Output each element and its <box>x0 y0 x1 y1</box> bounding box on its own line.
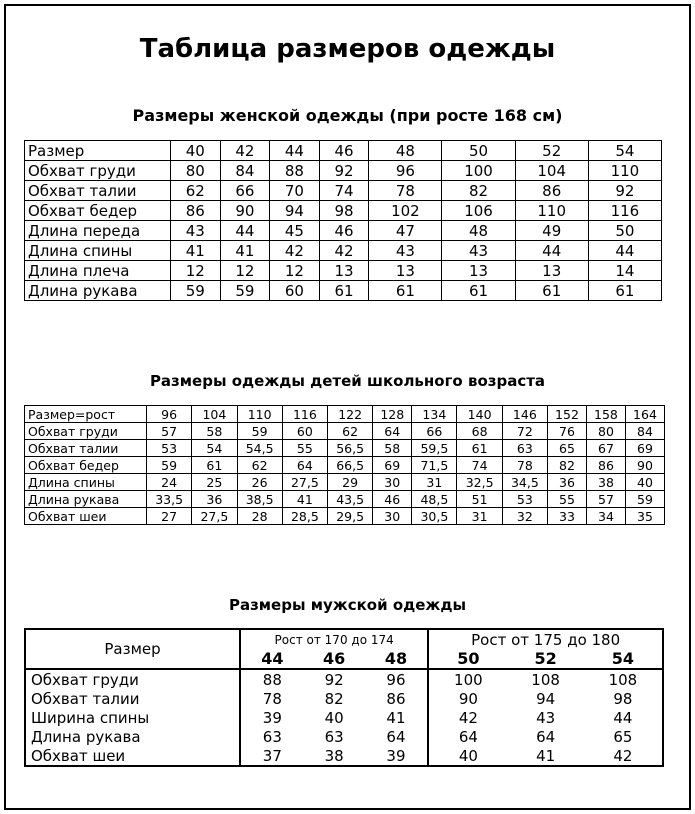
table-cell: 100 <box>442 161 515 181</box>
table-row <box>25 406 665 423</box>
table-cell: 96 <box>365 669 429 689</box>
table-cell: 68 <box>457 423 502 440</box>
table-row <box>25 423 665 440</box>
row-label: Обхват шеи <box>25 508 147 525</box>
table-cell: 80 <box>171 161 221 181</box>
table-cell: 100 <box>454 670 483 689</box>
row-label: Обхват талии <box>25 689 240 708</box>
table-cell: 63 <box>502 440 547 457</box>
table-cell: 71,5 <box>412 457 457 474</box>
table-cell: 63 <box>324 727 344 746</box>
row-label: Длина рукава <box>25 727 240 746</box>
table-row <box>25 281 662 301</box>
table-row <box>25 689 663 708</box>
table-cell: 24 <box>147 474 192 491</box>
table-cell: 51 <box>457 491 502 508</box>
table-cell: 102 <box>369 201 442 221</box>
table-cell: 104 <box>192 406 237 423</box>
table-cell: 64 <box>365 727 429 746</box>
table-cell: 26 <box>237 474 282 491</box>
table-cell: 61 <box>515 281 588 301</box>
table-cell: 31 <box>457 508 502 525</box>
table-cell: 44 <box>613 708 633 727</box>
table-cell: 61 <box>442 281 515 301</box>
table-cell: 78 <box>369 181 442 201</box>
table-cell: 74 <box>319 181 369 201</box>
table-cell: 32 <box>502 508 547 525</box>
table-cell: 44 <box>588 241 661 261</box>
table-cell: 39 <box>262 708 282 727</box>
table-cell: 88 <box>270 161 320 181</box>
table-cell: 98 <box>613 689 633 708</box>
table-cell: 110 <box>237 406 282 423</box>
table-cell: 54 <box>588 141 661 161</box>
table-cell: 32,5 <box>457 474 502 491</box>
table-cell: 12 <box>270 261 320 281</box>
table-cell: 59 <box>220 281 270 301</box>
table-cell: 30,5 <box>412 508 457 525</box>
table-cell: 86 <box>171 201 221 221</box>
table-cell: 49 <box>515 221 588 241</box>
table-cell: 12 <box>171 261 221 281</box>
table-cell: 29 <box>328 474 373 491</box>
table-cell: 38,5 <box>237 491 282 508</box>
table-row <box>25 261 662 281</box>
table-cell: 65 <box>613 727 633 746</box>
row-label: Обхват бедер <box>25 457 147 474</box>
row-label: Размер <box>25 141 171 161</box>
men-size: 52 <box>507 649 583 669</box>
table-cell: 50 <box>442 141 515 161</box>
table-cell: 43 <box>536 708 556 727</box>
table-cell: 25 <box>192 474 237 491</box>
table-cell: 82 <box>442 181 515 201</box>
table-cell: 66 <box>412 423 457 440</box>
kids-size-table <box>24 405 665 525</box>
table-cell: 13 <box>319 261 369 281</box>
table-cell: 33 <box>547 508 586 525</box>
table-cell: 46 <box>373 491 412 508</box>
men-size: 50 <box>428 649 507 669</box>
table-cell: 14 <box>588 261 661 281</box>
table-cell: 40 <box>458 746 478 765</box>
table-cell: 92 <box>588 181 661 201</box>
table-row <box>25 241 662 261</box>
table-cell: 58 <box>192 423 237 440</box>
table-cell: 110 <box>515 201 588 221</box>
table-cell: 63 <box>262 727 282 746</box>
table-cell: 33,5 <box>147 491 192 508</box>
table-cell: 41 <box>171 241 221 261</box>
table-cell: 76 <box>547 423 586 440</box>
table-cell: 78 <box>502 457 547 474</box>
table-cell: 64 <box>536 727 556 746</box>
table-cell: 61 <box>192 457 237 474</box>
table-cell: 42 <box>270 241 320 261</box>
table-cell: 29,5 <box>328 508 373 525</box>
table-cell: 74 <box>457 457 502 474</box>
row-label: Обхват шеи <box>25 746 240 766</box>
table-cell: 98 <box>319 201 369 221</box>
table-cell: 46 <box>319 221 369 241</box>
page-title: Таблица размеров одежды <box>139 34 556 64</box>
table-cell: 39 <box>365 746 429 766</box>
table-cell: 128 <box>373 406 412 423</box>
table-cell: 94 <box>536 689 556 708</box>
table-cell: 12 <box>220 261 270 281</box>
row-label: Обхват талии <box>25 181 171 201</box>
table-cell: 13 <box>515 261 588 281</box>
table-cell: 27 <box>147 508 192 525</box>
table-cell: 40 <box>625 474 664 491</box>
table-row <box>25 161 662 181</box>
table-cell: 110 <box>588 161 661 181</box>
table-cell: 86 <box>515 181 588 201</box>
table-cell: 40 <box>171 141 221 161</box>
table-cell: 13 <box>369 261 442 281</box>
table-cell: 72 <box>502 423 547 440</box>
table-row <box>25 491 665 508</box>
table-cell: 61 <box>369 281 442 301</box>
table-cell: 43,5 <box>328 491 373 508</box>
table-cell: 54 <box>192 440 237 457</box>
table-cell: 42 <box>613 746 633 765</box>
kids-heading: Размеры одежды детей школьного возраста <box>149 372 546 390</box>
table-cell: 44 <box>270 141 320 161</box>
table-cell: 43 <box>442 241 515 261</box>
row-label: Обхват груди <box>25 669 240 689</box>
row-label: Длина рукава <box>25 281 171 301</box>
table-cell: 45 <box>270 221 320 241</box>
table-cell: 38 <box>324 746 344 765</box>
table-cell: 48 <box>369 141 442 161</box>
table-cell: 116 <box>282 406 327 423</box>
table-cell: 48,5 <box>412 491 457 508</box>
table-cell: 92 <box>324 670 344 689</box>
table-cell: 88 <box>262 670 282 689</box>
table-cell: 42 <box>458 708 478 727</box>
table-cell: 84 <box>625 423 664 440</box>
row-label: Длина спины <box>25 474 147 491</box>
table-cell: 48 <box>442 221 515 241</box>
table-cell: 80 <box>586 423 625 440</box>
row-label: Длина переда <box>25 221 171 241</box>
table-cell: 92 <box>319 161 369 181</box>
table-cell: 43 <box>369 241 442 261</box>
table-cell: 27,5 <box>282 474 327 491</box>
table-cell: 104 <box>515 161 588 181</box>
women-size-table <box>24 140 662 301</box>
table-row <box>25 669 663 689</box>
table-cell: 35 <box>625 508 664 525</box>
row-label: Обхват талии <box>25 440 147 457</box>
table-cell: 38 <box>586 474 625 491</box>
table-cell: 94 <box>270 201 320 221</box>
table-cell: 61 <box>457 440 502 457</box>
table-cell: 53 <box>502 491 547 508</box>
table-row <box>25 508 665 525</box>
table-cell: 37 <box>262 746 282 765</box>
table-cell: 40 <box>324 708 344 727</box>
table-cell: 30 <box>373 474 412 491</box>
table-cell: 30 <box>373 508 412 525</box>
table-row <box>25 201 662 221</box>
table-cell: 62 <box>171 181 221 201</box>
table-cell: 47 <box>369 221 442 241</box>
table-cell: 52 <box>515 141 588 161</box>
table-cell: 36 <box>547 474 586 491</box>
table-cell: 60 <box>282 423 327 440</box>
table-cell: 31 <box>412 474 457 491</box>
row-label: Длина рукава <box>25 491 147 508</box>
row-label: Обхват груди <box>25 423 147 440</box>
table-cell: 90 <box>625 457 664 474</box>
row-label: Ширина спины <box>25 708 240 727</box>
table-row <box>25 746 663 766</box>
table-cell: 67 <box>586 440 625 457</box>
table-cell: 96 <box>369 161 442 181</box>
table-cell: 53 <box>147 440 192 457</box>
row-label: Обхват бедер <box>25 201 171 221</box>
table-cell: 34 <box>586 508 625 525</box>
table-cell: 164 <box>625 406 664 423</box>
table-cell: 55 <box>547 491 586 508</box>
table-cell: 108 <box>531 670 560 689</box>
table-cell: 41 <box>282 491 327 508</box>
table-cell: 61 <box>588 281 661 301</box>
table-cell: 46 <box>319 141 369 161</box>
table-cell: 70 <box>270 181 320 201</box>
table-cell: 64 <box>373 423 412 440</box>
table-cell: 54,5 <box>237 440 282 457</box>
table-cell: 61 <box>319 281 369 301</box>
table-cell: 134 <box>412 406 457 423</box>
table-cell: 64 <box>458 727 478 746</box>
table-cell: 57 <box>586 491 625 508</box>
women-heading: Размеры женской одежды (при росте 168 см) <box>132 106 563 125</box>
men-heading: Размеры мужской одежды <box>228 596 467 614</box>
table-cell: 36 <box>192 491 237 508</box>
table-row <box>25 141 662 161</box>
table-cell: 82 <box>547 457 586 474</box>
table-cell: 122 <box>328 406 373 423</box>
table-cell: 146 <box>502 406 547 423</box>
table-cell: 60 <box>270 281 320 301</box>
table-row <box>25 474 665 491</box>
table-cell: 28,5 <box>282 508 327 525</box>
table-cell: 69 <box>625 440 664 457</box>
table-row <box>25 727 663 746</box>
table-cell: 44 <box>515 241 588 261</box>
table-cell: 82 <box>324 689 344 708</box>
table-cell: 43 <box>171 221 221 241</box>
table-cell: 64 <box>282 457 327 474</box>
table-cell: 106 <box>442 201 515 221</box>
table-cell: 96 <box>147 406 192 423</box>
table-cell: 59 <box>171 281 221 301</box>
table-cell: 59 <box>237 423 282 440</box>
row-label: Размер=рост <box>25 406 147 423</box>
table-cell: 66,5 <box>328 457 373 474</box>
table-cell: 90 <box>458 689 478 708</box>
men-group1-header: Рост от 170 до 174 <box>240 629 428 649</box>
table-cell: 66 <box>220 181 270 201</box>
row-label: Обхват груди <box>25 161 171 181</box>
table-cell: 13 <box>442 261 515 281</box>
men-size-table <box>24 628 664 767</box>
table-row <box>25 440 665 457</box>
table-cell: 28 <box>237 508 282 525</box>
table-cell: 69 <box>373 457 412 474</box>
table-cell: 62 <box>237 457 282 474</box>
table-cell: 42 <box>220 141 270 161</box>
row-label: Длина плеча <box>25 261 171 281</box>
table-row <box>25 221 662 241</box>
table-cell: 42 <box>319 241 369 261</box>
table-cell: 84 <box>220 161 270 181</box>
table-cell: 59,5 <box>412 440 457 457</box>
table-cell: 78 <box>262 689 282 708</box>
men-size: 48 <box>365 649 429 669</box>
men-size: 44 <box>240 649 304 669</box>
table-cell: 27,5 <box>192 508 237 525</box>
table-cell: 158 <box>586 406 625 423</box>
table-cell: 65 <box>547 440 586 457</box>
table-cell: 50 <box>588 221 661 241</box>
table-cell: 59 <box>147 457 192 474</box>
table-cell: 55 <box>282 440 327 457</box>
table-cell: 41 <box>365 708 429 727</box>
table-row <box>25 708 663 727</box>
table-row <box>25 457 665 474</box>
table-cell: 62 <box>328 423 373 440</box>
table-row <box>25 181 662 201</box>
table-cell: 152 <box>547 406 586 423</box>
table-cell: 90 <box>220 201 270 221</box>
table-cell: 59 <box>625 491 664 508</box>
table-cell: 108 <box>608 670 638 689</box>
table-cell: 116 <box>588 201 661 221</box>
men-size: 46 <box>304 649 365 669</box>
table-cell: 86 <box>586 457 625 474</box>
table-cell: 140 <box>457 406 502 423</box>
table-cell: 56,5 <box>328 440 373 457</box>
men-size: 54 <box>584 649 663 669</box>
men-size-header: Размер <box>25 629 240 669</box>
table-cell: 44 <box>220 221 270 241</box>
table-cell: 86 <box>365 689 429 708</box>
table-cell: 57 <box>147 423 192 440</box>
table-cell: 34,5 <box>502 474 547 491</box>
men-group2-header: Рост от 175 до 180 <box>471 630 621 649</box>
table-cell: 58 <box>373 440 412 457</box>
table-cell: 41 <box>220 241 270 261</box>
table-cell: 41 <box>536 746 556 765</box>
row-label: Длина спины <box>25 241 171 261</box>
